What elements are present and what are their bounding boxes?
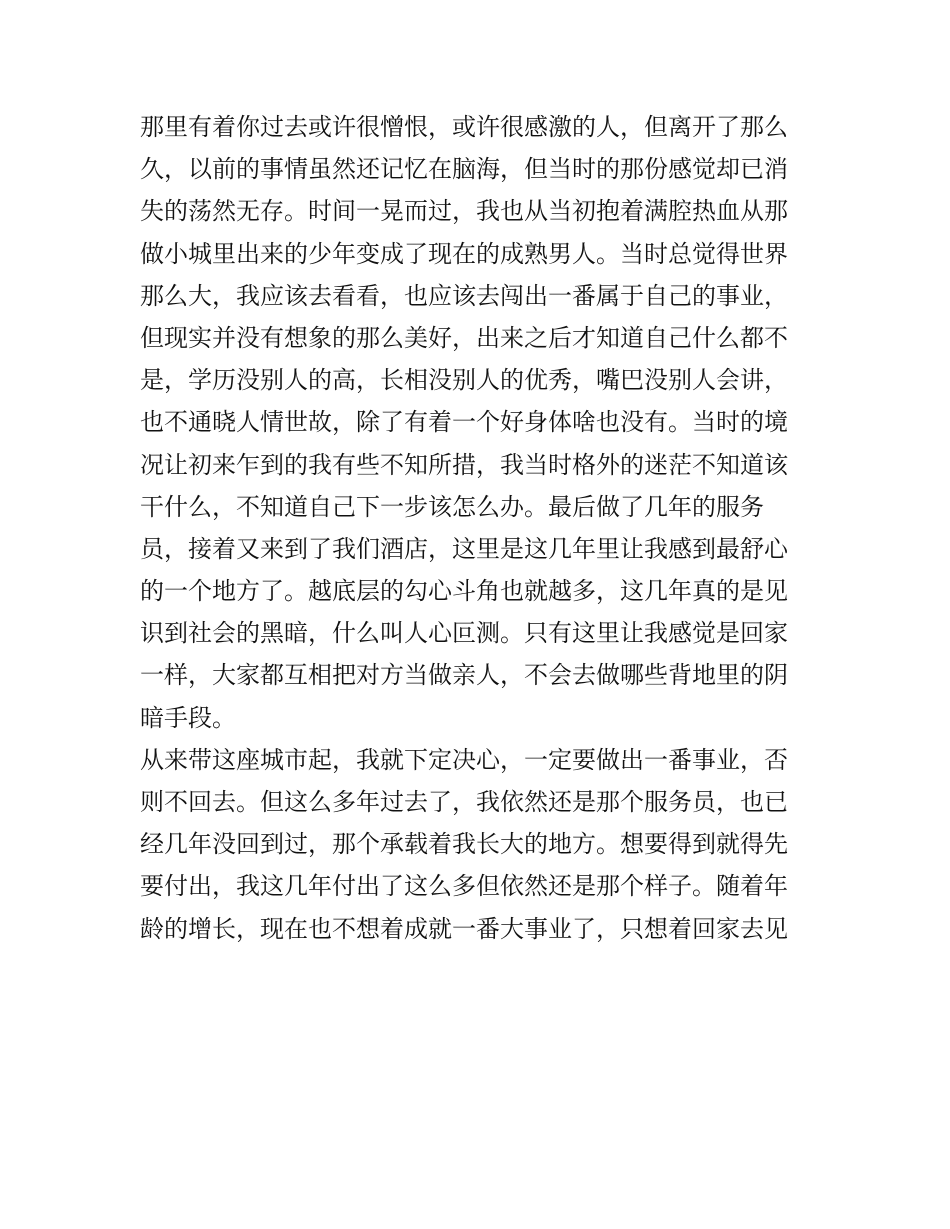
text-line: 也不通晓人情世故，除了有着一个好身体啥也没有。当时的境 <box>140 408 788 437</box>
text-line: 暗手段。 <box>140 703 236 732</box>
body-text <box>140 106 815 950</box>
text-line: 一样，大家都互相把对方当做亲人，不会去做哪些背地里的阴 <box>140 661 788 690</box>
text-line: 况让初来乍到的我有些不知所措，我当时格外的迷茫不知道该 <box>140 450 788 479</box>
text-line: 从来带这座城市起，我就下定决心，一定要做出一番事业，否 <box>140 745 788 774</box>
text-line: 但现实并没有想象的那么美好，出来之后才知道自己什么都不 <box>140 323 788 352</box>
text-line: 要付出，我这几年付出了这么多但依然还是那个样子。随着年 <box>140 872 788 901</box>
paragraph-2 <box>140 739 815 950</box>
text-line: 识到社会的黑暗，什么叫人心叵测。只有这里让我感觉是回家 <box>140 619 788 648</box>
text-line: 干什么，不知道自己下一步该怎么办。最后做了几年的服务 <box>140 492 764 521</box>
text-line: 久，以前的事情虽然还记忆在脑海，但当时的那份感觉却已消 <box>140 155 788 184</box>
text-line: 做小城里出来的少年变成了现在的成熟男人。当时总觉得世界 <box>140 239 788 268</box>
text-line: 失的荡然无存。时间一晃而过，我也从当初抱着满腔热血从那 <box>140 197 788 226</box>
text-line: 的一个地方了。越底层的勾心斗角也就越多，这几年真的是见 <box>140 577 788 606</box>
text-line: 那么大，我应该去看看，也应该去闯出一番属于自己的事业， <box>140 281 788 310</box>
text-line: 经几年没回到过，那个承载着我长大的地方。想要得到就得先 <box>140 830 788 859</box>
text-line: 是，学历没别人的高，长相没别人的优秀，嘴巴没别人会讲， <box>140 366 788 395</box>
text-line: 那里有着你过去或许很憎恨，或许很感激的人，但离开了那么 <box>140 113 788 141</box>
text-line: 龄的增长，现在也不想着成就一番大事业了，只想着回家去见 <box>140 914 788 943</box>
paragraph-1 <box>140 106 815 739</box>
text-line: 员，接着又来到了我们酒店，这里是这几年里让我感到最舒心 <box>140 534 788 563</box>
text-line: 则不回去。但这么多年过去了，我依然还是那个服务员，也已 <box>140 788 788 816</box>
